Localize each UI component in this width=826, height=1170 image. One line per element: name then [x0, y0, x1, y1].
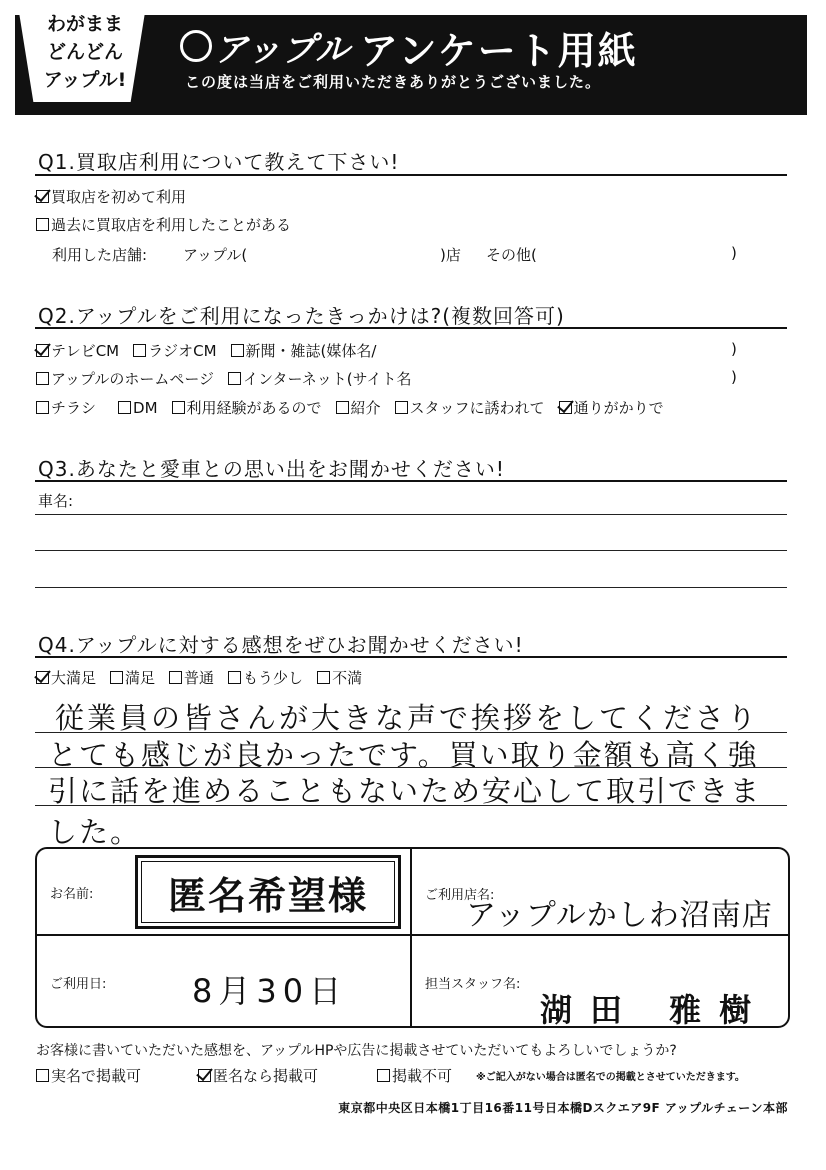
name-label: お名前: [50, 887, 94, 902]
q2-row2-close: ) [731, 368, 737, 386]
checkbox-icon[interactable] [228, 671, 241, 684]
q2-row2 [36, 368, 426, 389]
brand-logo-icon [180, 30, 212, 62]
q2-option-staff[interactable] [395, 397, 545, 418]
consent-real-name[interactable] [36, 1065, 141, 1086]
q4-ratings [36, 667, 376, 688]
consent-note: ※ご記入がない場合は匿名での掲載とさせていただきます。 [476, 1072, 745, 1083]
checkbox-icon[interactable] [231, 344, 244, 357]
checkbox-checked-icon[interactable] [36, 671, 49, 684]
checkbox-icon[interactable] [36, 1069, 49, 1082]
consent-question: お客様に書いていただいた感想を、アップルHPや広告に掲載させていただいてもよろしいでしょうか? [36, 1043, 677, 1059]
q1-store-close: ) [731, 244, 737, 262]
store-value: アップルかしわ沼南店 [466, 898, 773, 933]
q2-option-homepage[interactable] [36, 368, 214, 389]
q2-option-label: テレビCM [51, 342, 120, 360]
q4-rule [35, 656, 787, 658]
q2-row1 [36, 340, 390, 361]
store-label: ご利用店名: [425, 888, 495, 903]
q2-row1-close: ) [731, 340, 737, 358]
comment-line: した。 [48, 815, 142, 849]
q2-option-label: 紹介 [350, 399, 381, 417]
name-value: 匿名希望様 [141, 861, 395, 923]
q1-store-other: その他( [486, 246, 537, 264]
info-divider [35, 934, 790, 936]
writing-line [35, 805, 787, 806]
comment-line: 従業員の皆さんが大きな声で挨拶をしてくださり [55, 701, 760, 735]
rating-dissatisfied[interactable] [317, 667, 362, 688]
q2-option-referral[interactable] [336, 397, 381, 418]
q1-option-first-label: 買取店を初めて利用 [51, 188, 187, 206]
slogan-line: アップル! [43, 69, 127, 91]
q3-rule [35, 480, 787, 482]
checkbox-icon[interactable] [377, 1069, 390, 1082]
writing-line [35, 767, 787, 768]
q2-option-label: チラシ [51, 399, 97, 417]
q2-row3 [36, 397, 664, 418]
q2-option-label: DM [133, 399, 158, 417]
q1-title: Q1.買取店利用について教えて下さい! [38, 150, 400, 174]
rating-label: 普通 [184, 669, 215, 687]
writing-line [35, 550, 787, 551]
checkbox-icon[interactable] [228, 372, 241, 385]
brand-logo: アップル [214, 30, 351, 70]
rating-satisfied[interactable] [110, 667, 155, 688]
date-label: ご利用日: [50, 977, 107, 992]
checkbox-icon[interactable] [133, 344, 146, 357]
q1-store-suffix: )店 [440, 246, 461, 264]
q2-option-passing[interactable] [559, 397, 664, 418]
q2-option-internet[interactable] [228, 368, 411, 389]
consent-anonymous[interactable] [198, 1065, 318, 1086]
q2-option-label: ラジオCM [148, 342, 217, 360]
writing-line [35, 587, 787, 588]
staff-label: 担当スタッフ名: [425, 977, 521, 992]
q2-rule [35, 327, 787, 329]
checkbox-icon[interactable] [110, 671, 123, 684]
form-title: アンケート用紙 [360, 29, 638, 73]
rating-label: 満足 [125, 669, 156, 687]
q2-option-experience[interactable] [172, 397, 322, 418]
comment-line: とても感じが良かったです。買い取り金額も高く強 [48, 738, 759, 772]
consent-option-label: 匿名なら掲載可 [213, 1067, 319, 1085]
checkbox-icon[interactable] [395, 401, 408, 414]
name-stamp [135, 855, 401, 929]
checkbox-checked-icon[interactable] [36, 190, 49, 203]
thanks-message: この度は当店をご利用いただきありがとうございました。 [185, 73, 602, 91]
q2-option-dm[interactable] [118, 399, 158, 417]
car-name-label: 車名: [38, 492, 74, 510]
slogan-line: どんどん [46, 41, 123, 63]
rating-very-satisfied[interactable] [36, 667, 96, 688]
q2-option-tv[interactable] [36, 340, 119, 361]
q2-title: Q2.アップルをご利用になったきっかけは?(複数回答可) [38, 304, 565, 328]
rating-label: 不満 [332, 669, 363, 687]
q1-store-apple: アップル( [183, 246, 248, 264]
q2-option-newspaper[interactable] [231, 340, 377, 361]
q2-option-label: インターネット(サイト名 [243, 370, 412, 388]
checkbox-icon[interactable] [36, 372, 49, 385]
q1-option-past-label: 過去に買取店を利用したことがある [51, 216, 292, 234]
checkbox-icon[interactable] [36, 401, 49, 414]
checkbox-checked-icon[interactable] [36, 344, 49, 357]
q2-option-radio[interactable] [133, 340, 216, 361]
q2-option-label: 利用経験があるので [186, 399, 322, 417]
checkbox-icon[interactable] [317, 671, 330, 684]
date-value: 8月30日 [192, 972, 348, 1010]
checkbox-icon[interactable] [172, 401, 185, 414]
checkbox-checked-icon[interactable] [198, 1069, 211, 1082]
q2-option-flyer[interactable] [36, 397, 96, 418]
consent-option-label: 実名で掲載可 [51, 1067, 142, 1085]
q1-store-label: 利用した店舗: [52, 246, 148, 264]
checkbox-icon[interactable] [36, 218, 49, 231]
q2-option-label: スタッフに誘われて [409, 399, 545, 417]
slogan-text [40, 10, 130, 94]
q3-title: Q3.あなたと愛車との思い出をお聞かせください! [38, 457, 505, 481]
rating-label: もう少し [243, 669, 304, 687]
comment-line: 引に話を進めることもないため安心して取引できま [48, 774, 762, 808]
slogan-line: わがまま [46, 13, 123, 35]
checkbox-checked-icon[interactable] [559, 401, 572, 414]
consent-option-label: 掲載不可 [392, 1067, 453, 1085]
q2-option-label: アップルのホームページ [51, 370, 215, 388]
consent-none[interactable] [377, 1065, 452, 1086]
writing-line [35, 514, 787, 515]
info-divider [410, 847, 412, 1028]
staff-value: 湖田 雅樹 [540, 991, 770, 1029]
q1-option-past[interactable] [36, 214, 291, 235]
checkbox-icon[interactable] [169, 671, 182, 684]
footer-address: 東京都中央区日本橋1丁目16番11号日本橋Dスクエア9F アップルチェーン本部 [338, 1101, 788, 1115]
q1-rule [35, 174, 787, 176]
q2-option-label: 通りがかりで [573, 399, 664, 417]
q4-title: Q4.アップルに対する感想をぜひお聞かせください! [38, 633, 524, 657]
checkbox-icon[interactable] [118, 401, 131, 414]
rating-so-so[interactable] [228, 667, 303, 688]
rating-label: 大満足 [51, 669, 97, 687]
rating-normal[interactable] [169, 667, 214, 688]
checkbox-icon[interactable] [336, 401, 349, 414]
q1-option-first[interactable] [36, 186, 186, 207]
q2-option-label: 新聞・雑誌(媒体名/ [245, 342, 377, 360]
